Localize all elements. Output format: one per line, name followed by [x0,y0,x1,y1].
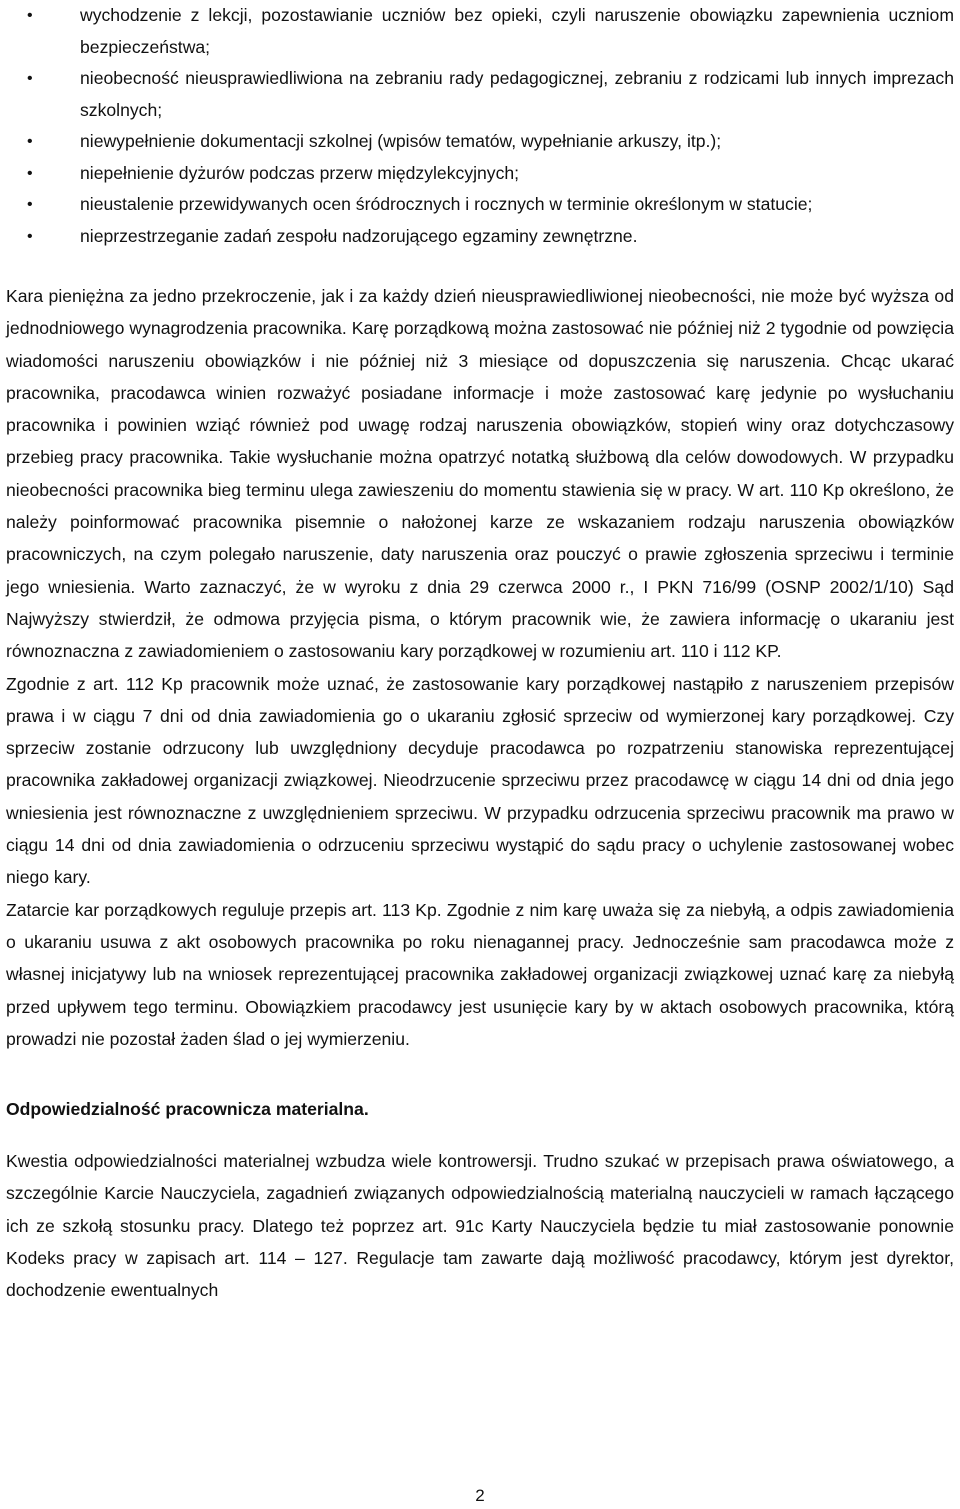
paragraph-material-liability: Kwestia odpowiedzialności materialnej wzbudza wiele kontrowersji. Trudno szukać w przepisach prawa oświatowego, a szczególnie Karcie Nauczyciela, zagadnień związanych odpowiedzialnością materialną nauczycieli w ramach łączącego ich ze szkołą stosunku pracy. Dlatego też poprzez art. 91c Karty Nauczyciela będzie tu miał zastosowanie ponownie Kodeks pracy w zapisach art. 114 – 127. Regulacje tam zawarte dają możliwość pracodawcy, którym jest dyrektor, dochodzenie ewentualnych [6,1151,954,1301]
page-number: 2 [475,1486,485,1505]
list-item-text: niewypełnienie dokumentacji szkolnej (wpisów tematów, wypełnianie arkuszy, itp.); [80,131,722,151]
list-item [6,126,954,158]
list-item [6,158,954,190]
list-item-text: niepełnienie dyżurów podczas przerw międzylekcyjnych; [80,162,520,183]
list-item-text: nieustalenie przewidywanych ocen śródrocznych i rocznych w terminie określonym w statucie; [80,194,813,214]
list-item-text: wychodzenie z lekcji, pozostawianie uczniów bez opieki, czyli naruszenie obowiązku zapewnienia uczniom bezpieczeństwa; [80,5,954,57]
list-item [6,63,954,126]
bullet-icon: • [27,133,33,150]
list-item-text: nieobecność nieusprawiedliwiona na zebraniu rady pedagogicznej, zebraniu z rodzicami lub innych imprezach szkolnych; [80,68,954,120]
section-heading: Odpowiedzialność pracownicza materialna. [6,1099,369,1120]
list-item-text: nieprzestrzeganie zadań zespołu nadzorującego egzaminy zewnętrzne. [80,225,638,246]
list-item [6,189,954,221]
bullet-icon: • [27,164,33,182]
violations-list [6,0,954,252]
paragraph-objection: Zgodnie z art. 112 Kp pracownik może uznać, że zastosowanie kary porządkowej nastąpiło z naruszeniem przepisów prawa i w ciągu 7 dni od dnia zawiadomienia go o ukaraniu zgłosić sprzeciw od wymierzonej kary porządkowej. Czy sprzeciw zostanie odrzucony lub uwzględniony decyduje pracodawca po rozpatrzeniu stanowiska reprezentującej pracownika zakładowej organizacji związkowej. Nieodrzucenie sprzeciwu przez pracodawcę w ciągu 14 dni od dnia jego wniesienia jest równoznaczne z uwzględnieniem sprzeciwu. W przypadku odrzucenia sprzeciwu pracownik ma prawo w ciągu 14 dni od dnia zawiadomienia o odrzuceniu sprzeciwu wystąpić do sądu pracy o uchylenie zastosowanej wobec niego kary. [6,673,954,888]
bullet-icon: • [27,70,33,87]
bullet-icon: • [27,196,33,213]
paragraph-penalties: Kara pieniężna za jedno przekroczenie, jak i za każdy dzień nieusprawiedliwionej nieobecności, nie może być wyższa od jednodniowego wynagrodzenia pracownika. Karę porządkową można zastosować nie później niż 2 tygodnie od powzięcia wiadomości naruszeniu obowiązków i nie później niż 3 miesiące od dopuszczenia się naruszenia. Chcąc ukarać pracownika, pracodawca winien rozważyć posiadane informacje i może zastosować karę jedynie po wysłuchaniu pracownika i powinien wziąć również pod uwagę rodzaj naruszenia obowiązków, stopień winy oraz dotychczasowy przebieg pracy pracownika. Takie wysłuchanie można opatrzyć notatką służbową dla celów dowodowych. W przypadku nieobecności pracownika bieg terminu ulega zawieszeniu do momentu stawienia się w pracy. W art. 110 Kp określono, że należy poinformować pracownika pisemnie o nałożonej karze ze wskazaniem rodzaju naruszenia obowiązków pracowniczych, na czym polegało naruszenie, daty naruszenia oraz pouczyć o prawie zgłoszenia sprzeciwu i terminie jego wniesienia. Warto zaznaczyć, że w wyroku z dnia 29 czerwca 2000 r., I PKN 716/99 (OSNP 2002/1/10) Sąd Najwyższy stwierdził, że odmowa przyjęcia pisma, o którym pracownik wie, że zawiera informację o ukaraniu jest równoznaczna z zawiadomieniem o zastosowaniu kary porządkowej w rozumieniu art. 110 i 112 KP. [6,286,954,662]
list-item [6,221,954,253]
document-page [6,0,954,1307]
paragraph-expungement: Zatarcie kar porządkowych reguluje przepis art. 113 Kp. Zgodnie z nim karę uważa się za niebyłą, a odpis zawiadomienia o ukaraniu usuwa z akt osobowych pracownika po roku nienagannej pracy. Jednocześnie sam pracodawca może z własnej inicjatywy lub na wniosek reprezentującej pracownika zakładowej organizacji związkowej uznać karę za niebyłą przed upływem tego terminu. Obowiązkiem pracodawcy jest usunięcie kary by w aktach osobowych pracownika, którą prowadzi nie pozostał żaden ślad o jej wymierzeniu. [6,899,954,1049]
list-item [6,0,954,63]
bullet-icon: • [27,227,33,245]
bullet-icon: • [27,7,33,24]
